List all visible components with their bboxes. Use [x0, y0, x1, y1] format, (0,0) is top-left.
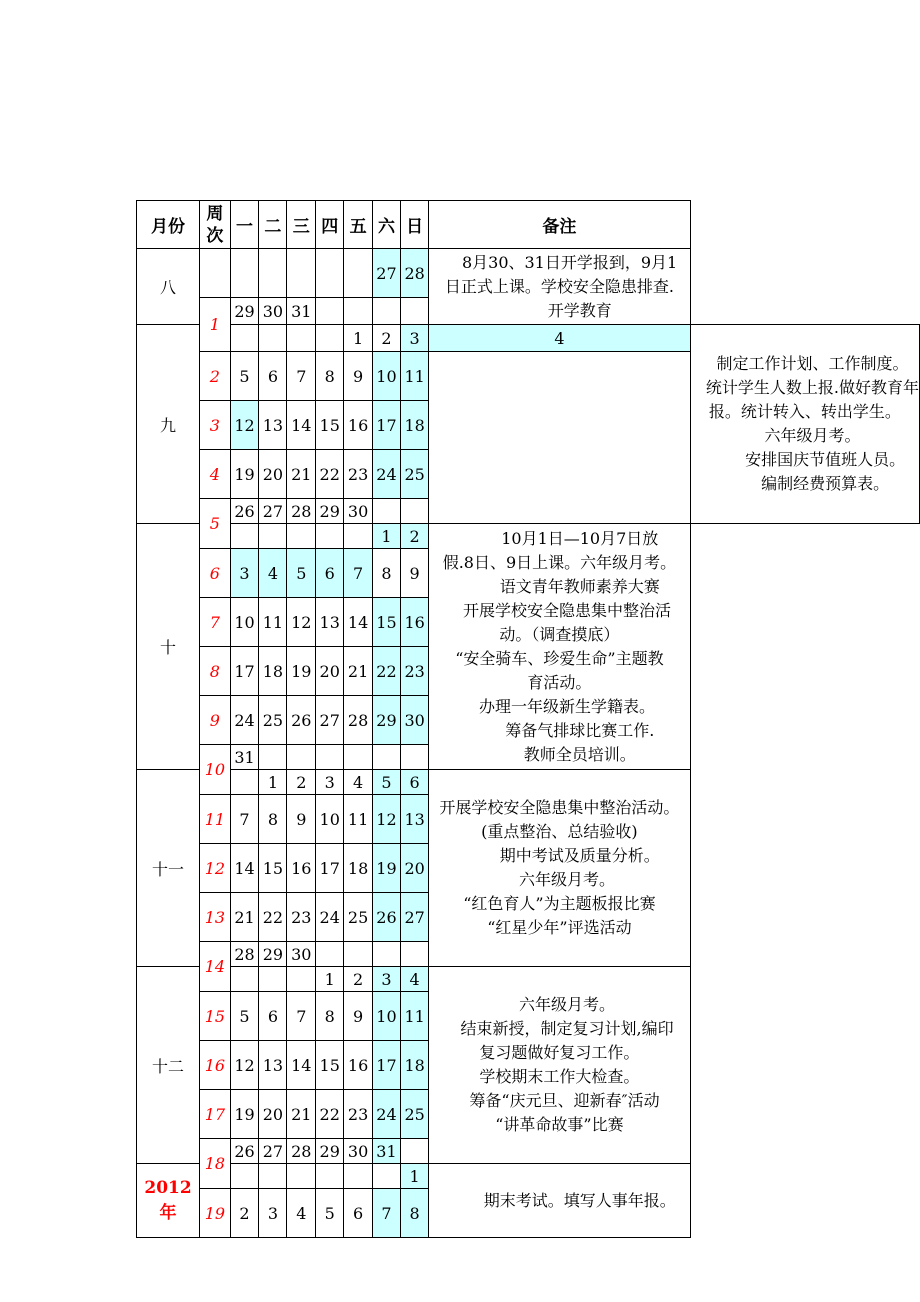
day-cell: 5: [230, 992, 259, 1041]
day-cell: 16: [344, 401, 373, 450]
table-row: [137, 325, 920, 352]
day-cell: 29: [230, 298, 259, 325]
day-cell: 5: [372, 770, 400, 795]
header-day: 四: [316, 201, 344, 249]
day-cell: 2: [344, 967, 373, 992]
day-cell: 22: [316, 450, 344, 499]
week-number: 16: [200, 1041, 231, 1090]
day-cell: 26: [372, 893, 400, 942]
day-cell: 23: [401, 647, 429, 696]
note-line: 复习题做好复习工作。: [479, 1043, 640, 1062]
day-cell: [401, 1139, 429, 1164]
note-line: 开学教育: [507, 300, 612, 320]
day-cell: 15: [316, 1041, 344, 1090]
week-number: 8: [200, 647, 231, 696]
day-cell: 21: [287, 1090, 316, 1139]
week-number: [200, 249, 231, 298]
day-cell: 13: [259, 401, 287, 450]
week-number: 18: [200, 1139, 231, 1189]
week-number: 7: [200, 598, 231, 647]
day-cell: 6: [401, 770, 429, 795]
week-number: 19: [200, 1189, 231, 1238]
day-cell: 15: [259, 844, 287, 893]
day-cell: [344, 298, 373, 325]
day-cell: [344, 1164, 373, 1189]
day-cell: 6: [259, 992, 287, 1041]
day-cell: [344, 942, 373, 967]
day-cell: 1: [344, 325, 373, 352]
week-number: 2: [200, 352, 231, 401]
day-cell: [287, 1164, 316, 1189]
day-cell: 9: [401, 549, 429, 598]
note-line: 假.8日、9日上课。六年级月考。: [442, 552, 677, 572]
day-cell: 14: [230, 844, 259, 893]
day-cell: [372, 1164, 400, 1189]
week-number: 14: [200, 942, 231, 992]
day-cell: 3: [401, 325, 429, 352]
day-cell: 23: [287, 893, 316, 942]
day-cell: 30: [344, 499, 373, 524]
day-cell: 23: [344, 450, 373, 499]
day-cell: 2: [287, 770, 316, 795]
day-cell: 9: [344, 992, 373, 1041]
note-line: 六年级月考。: [503, 870, 616, 889]
day-cell: 4: [287, 1189, 316, 1238]
week-number: 3: [200, 401, 231, 450]
day-cell: 2: [372, 325, 400, 352]
day-cell: 17: [316, 844, 344, 893]
note-line: 开展学校安全隐患集中整治活动。: [439, 798, 680, 817]
day-cell: 23: [344, 1090, 373, 1139]
day-cell: 9: [287, 795, 316, 844]
day-cell: 12: [230, 401, 259, 450]
week-number: 15: [200, 992, 231, 1041]
note-line: 开展学校安全隐患集中整治活: [447, 600, 672, 620]
note-line: 编制经费预算表。: [720, 474, 890, 493]
day-cell: [344, 745, 373, 770]
note-line: 语文青年教师素养大赛: [459, 576, 660, 596]
day-cell: [316, 942, 344, 967]
day-cell: 14: [287, 401, 316, 450]
notes-cell: [429, 249, 690, 325]
note-line: 学校期末工作大检查。: [479, 1067, 640, 1086]
note-line: 8月30、31日开学报到，9月1: [441, 252, 678, 272]
header-month: 月份: [137, 201, 200, 249]
day-cell: 28: [401, 249, 429, 298]
note-line: 报。统计转入、转出学生。: [708, 402, 901, 421]
header-day: 一: [230, 201, 259, 249]
day-cell: [259, 1164, 287, 1189]
day-cell: 26: [287, 696, 316, 745]
day-cell: 8: [316, 992, 344, 1041]
day-cell: [316, 1164, 344, 1189]
month-cell: 八: [137, 249, 200, 325]
day-cell: 28: [287, 1139, 316, 1164]
day-cell: 10: [372, 992, 400, 1041]
day-cell: 27: [259, 499, 287, 524]
table-row: [137, 249, 920, 298]
day-cell: 30: [259, 298, 287, 325]
note-line: 日正式上课。学校安全隐患排查.: [444, 276, 674, 296]
day-cell: 26: [230, 499, 259, 524]
day-cell: 6: [259, 352, 287, 401]
day-cell: 29: [316, 499, 344, 524]
week-number: 17: [200, 1090, 231, 1139]
month-cell: 十一: [137, 770, 200, 967]
day-cell: 12: [287, 598, 316, 647]
day-cell: 20: [401, 844, 429, 893]
day-cell: 1: [259, 770, 287, 795]
day-cell: 9: [344, 352, 373, 401]
day-cell: 18: [259, 647, 287, 696]
day-cell: 8: [259, 795, 287, 844]
day-cell: 11: [401, 992, 429, 1041]
day-cell: 28: [344, 696, 373, 745]
day-cell: 18: [401, 1041, 429, 1090]
note-line: “红星少年”评选活动: [487, 918, 632, 937]
day-cell: 25: [344, 893, 373, 942]
day-cell: 17: [372, 1041, 400, 1090]
day-cell: 27: [259, 1139, 287, 1164]
notes-cell: [429, 524, 690, 770]
note-line: 办理一年级新生学籍表。: [463, 696, 656, 716]
day-cell: [230, 967, 259, 992]
day-cell: 2: [401, 524, 429, 549]
note-line: 教师全员培训。: [483, 744, 636, 764]
day-cell: 24: [372, 450, 400, 499]
table-row: [137, 524, 920, 549]
day-cell: [401, 298, 429, 325]
day-cell: [316, 298, 344, 325]
day-cell: [287, 745, 316, 770]
day-cell: 5: [230, 352, 259, 401]
month-cell: 十二: [137, 967, 200, 1164]
day-cell: [287, 249, 316, 298]
day-cell: [259, 249, 287, 298]
day-cell: 27: [401, 893, 429, 942]
day-cell: 16: [287, 844, 316, 893]
day-cell: [316, 325, 344, 352]
day-cell: 8: [401, 1189, 429, 1238]
day-cell: 3: [259, 1189, 287, 1238]
table-row: [137, 1164, 920, 1189]
note-line: 筹备气排球比赛工作.: [464, 720, 655, 740]
day-cell: 24: [316, 893, 344, 942]
day-cell: 15: [316, 401, 344, 450]
day-cell: 7: [372, 1189, 400, 1238]
day-cell: 17: [372, 401, 400, 450]
day-cell: 28: [230, 942, 259, 967]
note-line: 动。（调查摸底）: [499, 624, 620, 644]
day-cell: 3: [316, 770, 344, 795]
school-calendar-table: [136, 200, 920, 1238]
day-cell: 21: [230, 893, 259, 942]
day-cell: [372, 942, 400, 967]
day-cell: 12: [372, 795, 400, 844]
day-cell: 16: [344, 1041, 373, 1090]
day-cell: 7: [287, 992, 316, 1041]
day-cell: 30: [344, 1139, 373, 1164]
notes-cell: [429, 770, 690, 967]
day-cell: [372, 745, 400, 770]
note-line: “讲革命故事”比赛: [495, 1115, 624, 1134]
day-cell: 8: [372, 549, 400, 598]
day-cell: 18: [344, 844, 373, 893]
day-cell: 10: [230, 598, 259, 647]
day-cell: 13: [259, 1041, 287, 1090]
header-day: 日: [401, 201, 429, 249]
day-cell: 1: [401, 1164, 429, 1189]
day-cell: 13: [316, 598, 344, 647]
note-line: 结束新授，制定复习计划,编印: [445, 1019, 674, 1038]
day-cell: 31: [230, 745, 259, 770]
note-line: 制定工作计划、工作制度。: [701, 354, 909, 373]
day-cell: [259, 745, 287, 770]
header-day: 六: [372, 201, 400, 249]
day-cell: [401, 745, 429, 770]
header-notes: 备注: [429, 201, 690, 249]
header-week: 周 次: [200, 201, 231, 249]
day-cell: 29: [259, 942, 287, 967]
day-cell: 28: [287, 499, 316, 524]
month-cell: 九: [137, 325, 200, 524]
note-line: 期中考试及质量分析。: [459, 846, 660, 865]
note-line: (重点整治、总结验收): [481, 822, 638, 841]
header-row: [137, 201, 920, 249]
table-row: [137, 967, 920, 992]
header-day: 五: [344, 201, 373, 249]
day-cell: 1: [372, 524, 400, 549]
day-cell: [316, 249, 344, 298]
week-number: 10: [200, 745, 231, 795]
day-cell: [316, 524, 344, 549]
day-cell: 19: [230, 450, 259, 499]
day-cell: 8: [316, 352, 344, 401]
day-cell: 11: [259, 598, 287, 647]
day-cell: 10: [316, 795, 344, 844]
day-cell: 27: [372, 249, 400, 298]
day-cell: [230, 524, 259, 549]
day-cell: 19: [372, 844, 400, 893]
day-cell: 19: [287, 647, 316, 696]
day-cell: [372, 499, 400, 524]
notes-cell: [429, 967, 690, 1164]
day-cell: [287, 967, 316, 992]
day-cell: 3: [230, 549, 259, 598]
note-line: 安排国庆节值班人员。: [704, 450, 906, 469]
day-cell: 6: [344, 1189, 373, 1238]
day-cell: 30: [287, 942, 316, 967]
day-cell: 14: [287, 1041, 316, 1090]
day-cell: 25: [401, 450, 429, 499]
day-cell: 24: [372, 1090, 400, 1139]
day-cell: 12: [230, 1041, 259, 1090]
day-cell: 1: [316, 967, 344, 992]
table-row: [137, 770, 920, 795]
week-number: 4: [200, 450, 231, 499]
day-cell: [287, 524, 316, 549]
day-cell: 20: [259, 450, 287, 499]
note-line: 统计学生人数上报.做好教育年: [690, 378, 919, 397]
day-cell: [401, 499, 429, 524]
day-cell: [372, 298, 400, 325]
week-number: 13: [200, 893, 231, 942]
day-cell: [230, 770, 259, 795]
day-cell: [344, 249, 373, 298]
day-cell: 16: [401, 598, 429, 647]
day-cell: 25: [259, 696, 287, 745]
day-cell: 19: [230, 1090, 259, 1139]
day-cell: [259, 524, 287, 549]
day-cell: 5: [287, 549, 316, 598]
day-cell: 4: [344, 770, 373, 795]
day-cell: 31: [287, 298, 316, 325]
day-cell: [259, 967, 287, 992]
notes-cell: [690, 325, 919, 524]
day-cell: 4: [259, 549, 287, 598]
day-cell: 31: [372, 1139, 400, 1164]
week-number: 12: [200, 844, 231, 893]
day-cell: 22: [259, 893, 287, 942]
week-number: 1: [200, 298, 231, 352]
note-line: 育活动。: [527, 672, 592, 692]
note-line: 期末考试。填写人事年报。: [443, 1190, 676, 1210]
day-cell: 25: [401, 1090, 429, 1139]
day-cell: 10: [372, 352, 400, 401]
day-cell: [287, 325, 316, 352]
day-cell: [230, 1164, 259, 1189]
week-number: 9: [200, 696, 231, 745]
day-cell: 18: [401, 401, 429, 450]
day-cell: 7: [344, 549, 373, 598]
note-line: 筹备“庆元旦、迎新春″活动: [459, 1091, 660, 1110]
day-cell: [230, 249, 259, 298]
day-cell: 21: [344, 647, 373, 696]
day-cell: 4: [401, 967, 429, 992]
day-cell: 2: [230, 1189, 259, 1238]
day-cell: 26: [230, 1139, 259, 1164]
day-cell: 15: [372, 598, 400, 647]
day-cell: [344, 524, 373, 549]
day-cell: 30: [401, 696, 429, 745]
day-cell: 4: [429, 325, 690, 352]
week-number: [230, 325, 259, 352]
week-number: 6: [200, 549, 231, 598]
day-cell: 6: [316, 549, 344, 598]
week-number: 5: [200, 499, 231, 549]
day-cell: 14: [344, 598, 373, 647]
note-line: “安全骑车、珍爱生命”主题教: [455, 648, 664, 668]
day-cell: 27: [316, 696, 344, 745]
note-line: 六年级月考。: [749, 426, 861, 445]
day-cell: 7: [230, 795, 259, 844]
header-day: 三: [287, 201, 316, 249]
day-cell: 11: [344, 795, 373, 844]
note-line: 10月1日—10月7日放: [460, 528, 659, 548]
day-cell: 21: [287, 450, 316, 499]
note-line: “红色育人”为主题板报比赛: [463, 894, 656, 913]
day-cell: [401, 942, 429, 967]
day-cell: 29: [316, 1139, 344, 1164]
day-cell: 7: [287, 352, 316, 401]
note-line: 六年级月考。: [503, 995, 616, 1014]
day-cell: 29: [372, 696, 400, 745]
week-number: 11: [200, 795, 231, 844]
day-cell: [316, 745, 344, 770]
notes-cell: [429, 1164, 690, 1238]
day-cell: 22: [372, 647, 400, 696]
day-cell: 22: [316, 1090, 344, 1139]
day-cell: 20: [316, 647, 344, 696]
day-cell: 5: [316, 1189, 344, 1238]
header-day: 二: [259, 201, 287, 249]
day-cell: 17: [230, 647, 259, 696]
day-cell: [259, 325, 287, 352]
day-cell: 20: [259, 1090, 287, 1139]
day-cell: 24: [230, 696, 259, 745]
month-cell: 2012年: [137, 1164, 200, 1238]
day-cell: 11: [401, 352, 429, 401]
day-cell: 13: [401, 795, 429, 844]
day-cell: 3: [372, 967, 400, 992]
month-cell: 十: [137, 524, 200, 770]
